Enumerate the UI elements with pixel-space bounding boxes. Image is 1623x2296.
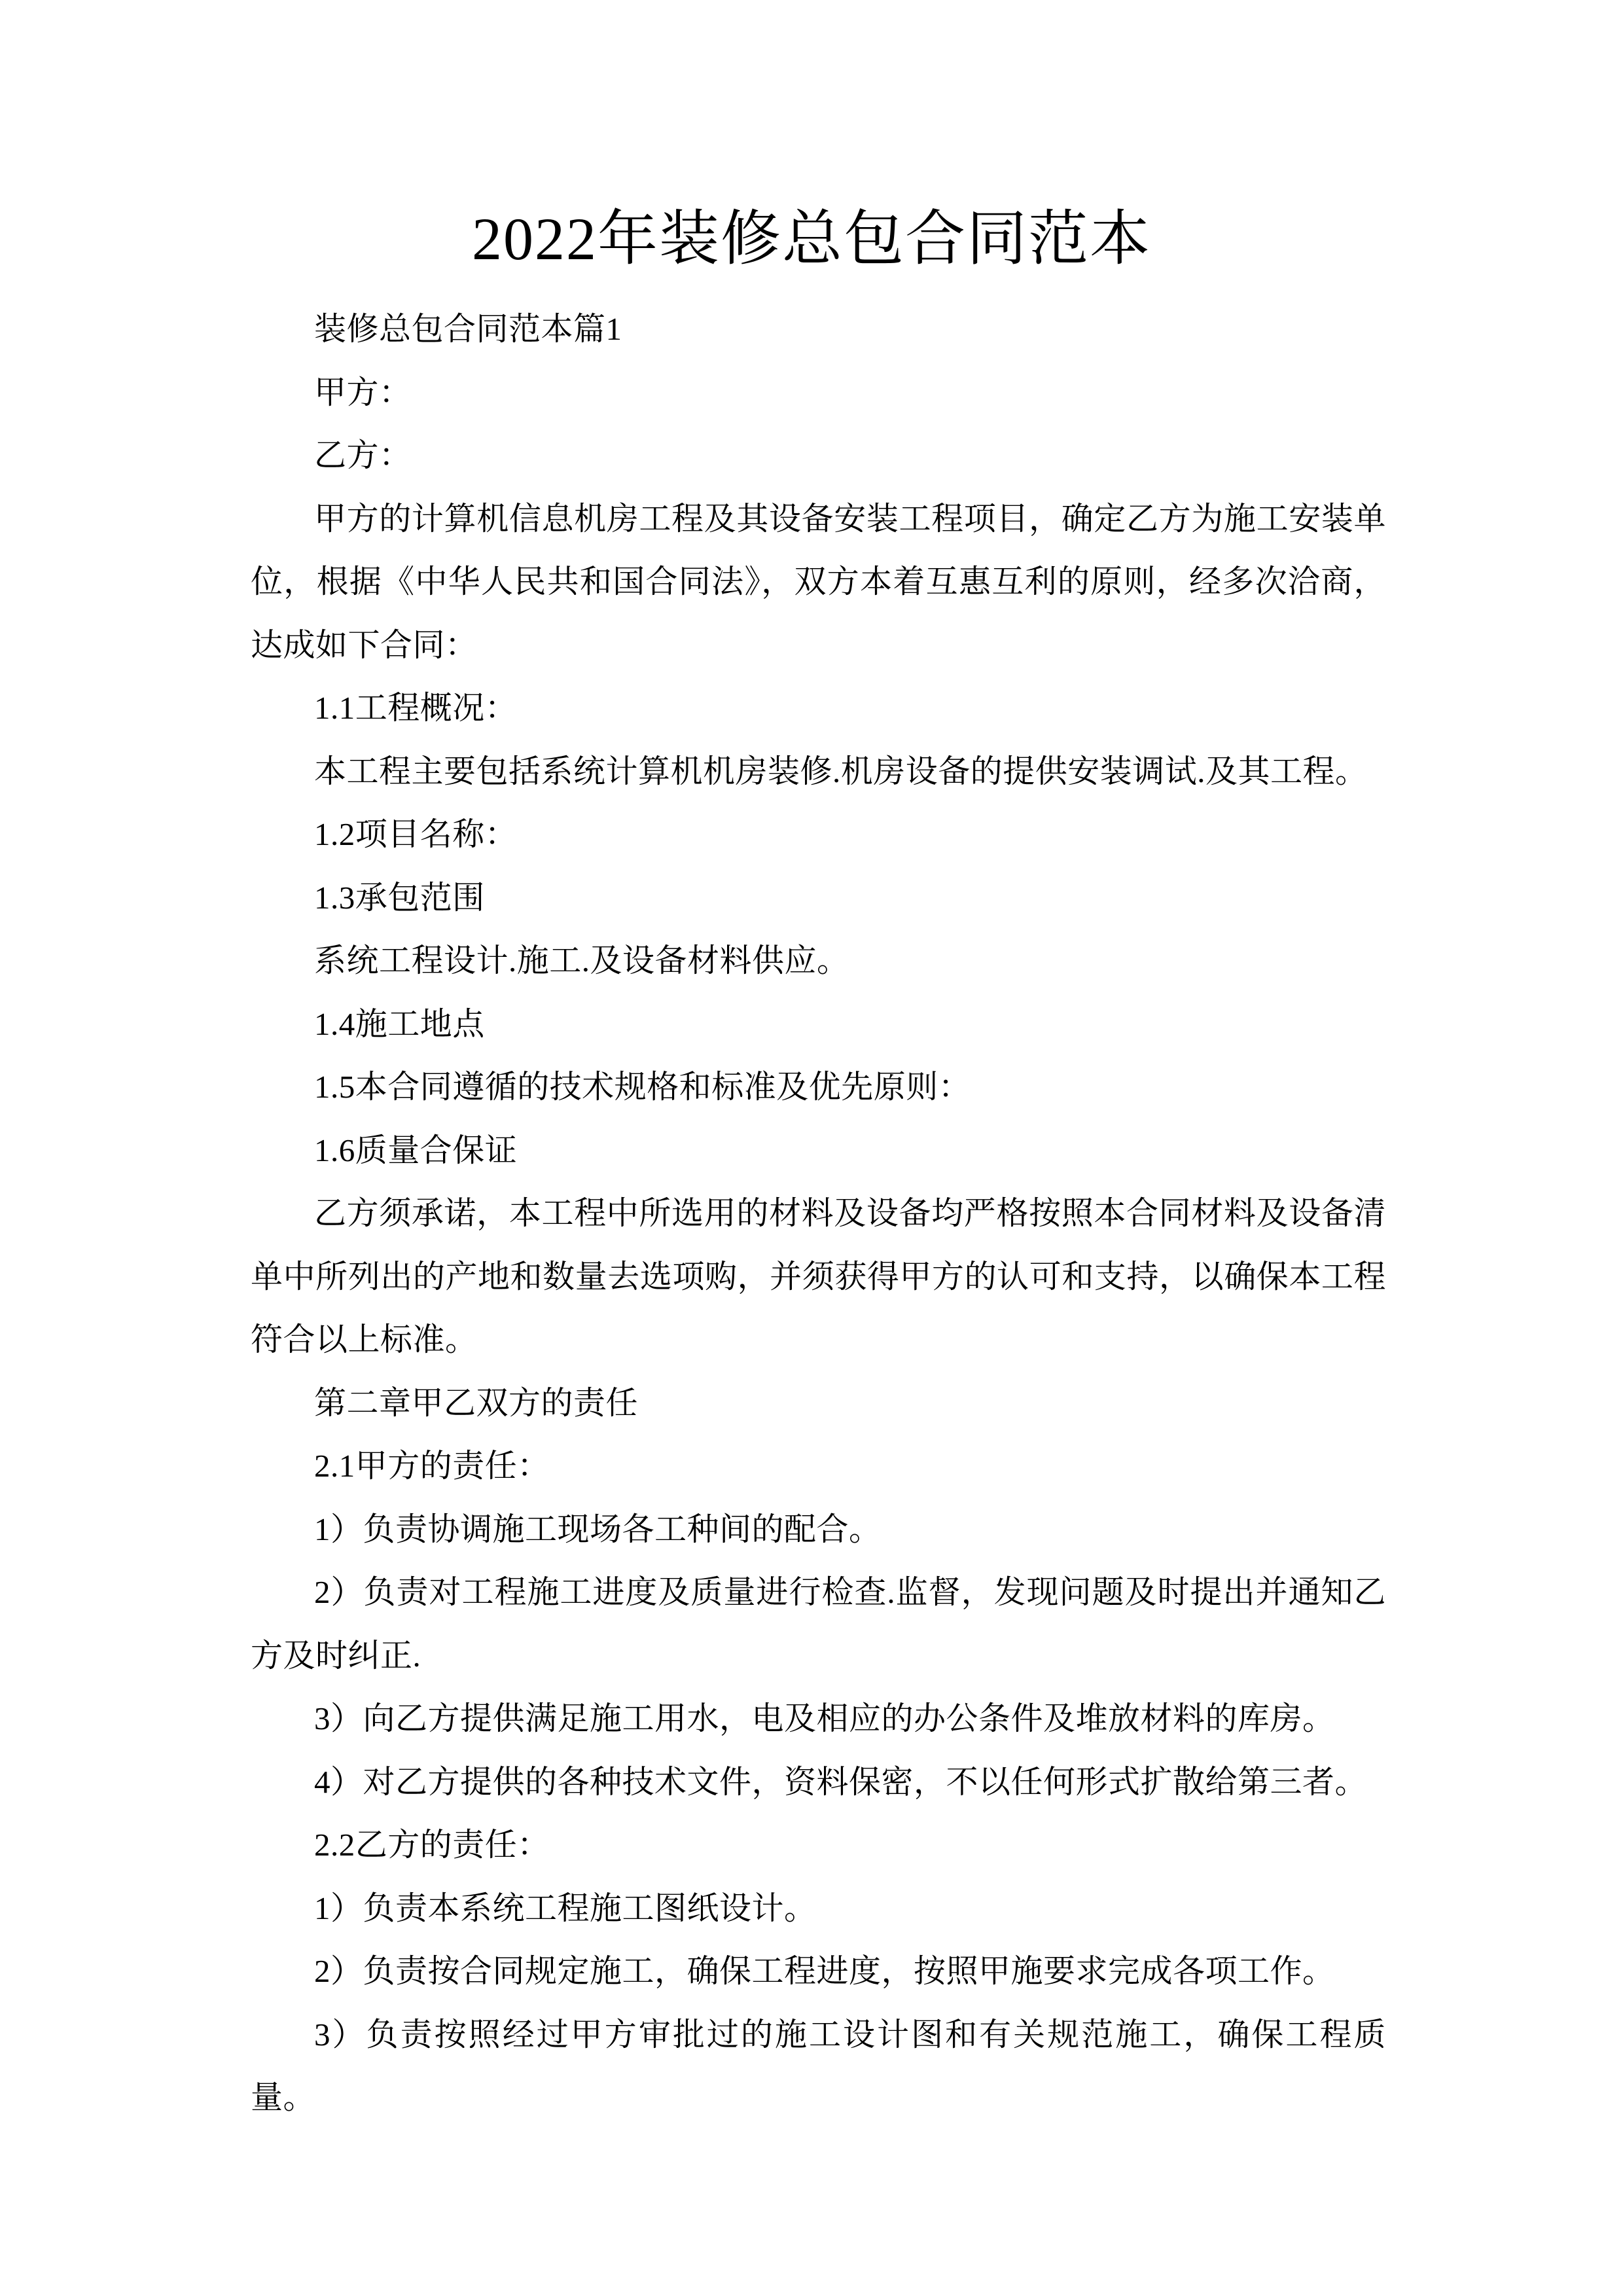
party-b-label: 乙方： [314,437,412,473]
party-a-label: 甲方： [314,374,412,410]
document-body [251,298,1386,2130]
document-title: 2022年装修总包合同范本 [471,206,1151,272]
clause-2-1-item-2: 2）负责对工程施工进度及质量进行检查.监督，发现问题及时提出并通知乙方及时纠正. [251,1574,1386,1674]
clause-1-1-body: 本工程主要包括系统计算机机房装修.机房设备的提供安装调试.及其工程。 [314,753,1368,789]
clause-2-1-item-4: 4）对乙方提供的各种技术文件，资料保密，不以任何形式扩散给第三者。 [314,1763,1368,1800]
clause-1-6-body: 乙方须承诺，本工程中所选用的材料及设备均严格按照本合同材料及设备清单中所列出的产地和数量去选项购，并须获得甲方的认可和支持，以确保本工程符合以上标准。 [251,1195,1386,1357]
chapter-2-heading: 第二章甲乙双方的责任 [314,1384,639,1421]
clause-2-1-item-3: 3）向乙方提供满足施工用水，电及相应的办公条件及堆放材料的库房。 [314,1700,1335,1736]
clause-2-2-item-2: 2）负责按合同规定施工，确保工程进度，按照甲施要求完成各项工作。 [314,1953,1335,1989]
clause-1-3-heading: 1.3承包范围 [314,879,485,916]
clause-2-1-item-1: 1）负责协调施工现场各工种间的配合。 [314,1511,882,1547]
clause-1-2-heading: 1.2项目名称： [314,816,518,852]
clause-1-6-heading: 1.6质量合保证 [314,1132,518,1168]
clause-1-1-heading: 1.1工程概况： [314,690,518,726]
clause-1-3-body: 系统工程设计.施工.及设备材料供应。 [314,942,849,978]
clause-1-4-heading: 1.4施工地点 [314,1005,485,1042]
preamble-paragraph: 甲方的计算机信息机房工程及其设备安装工程项目，确定乙方为施工安装单位，根据《中华人民共和国合同法》，双方本着互惠互利的原则，经多次洽商，达成如下合同： [251,500,1386,663]
clause-1-5-heading: 1.5本合同遵循的技术规格和标准及优先原则： [314,1069,971,1105]
clause-2-2-item-3: 3）负责按照经过甲方审批过的施工设计图和有关规范施工，确保工程质量。 [251,2016,1386,2115]
clause-2-2-item-1: 1）负责本系统工程施工图纸设计。 [314,1890,817,1926]
section-heading-part-1: 装修总包合同范本篇1 [314,311,622,347]
clause-2-2-heading: 2.2乙方的责任： [314,1827,550,1863]
clause-2-1-heading: 2.1甲方的责任： [314,1448,550,1484]
